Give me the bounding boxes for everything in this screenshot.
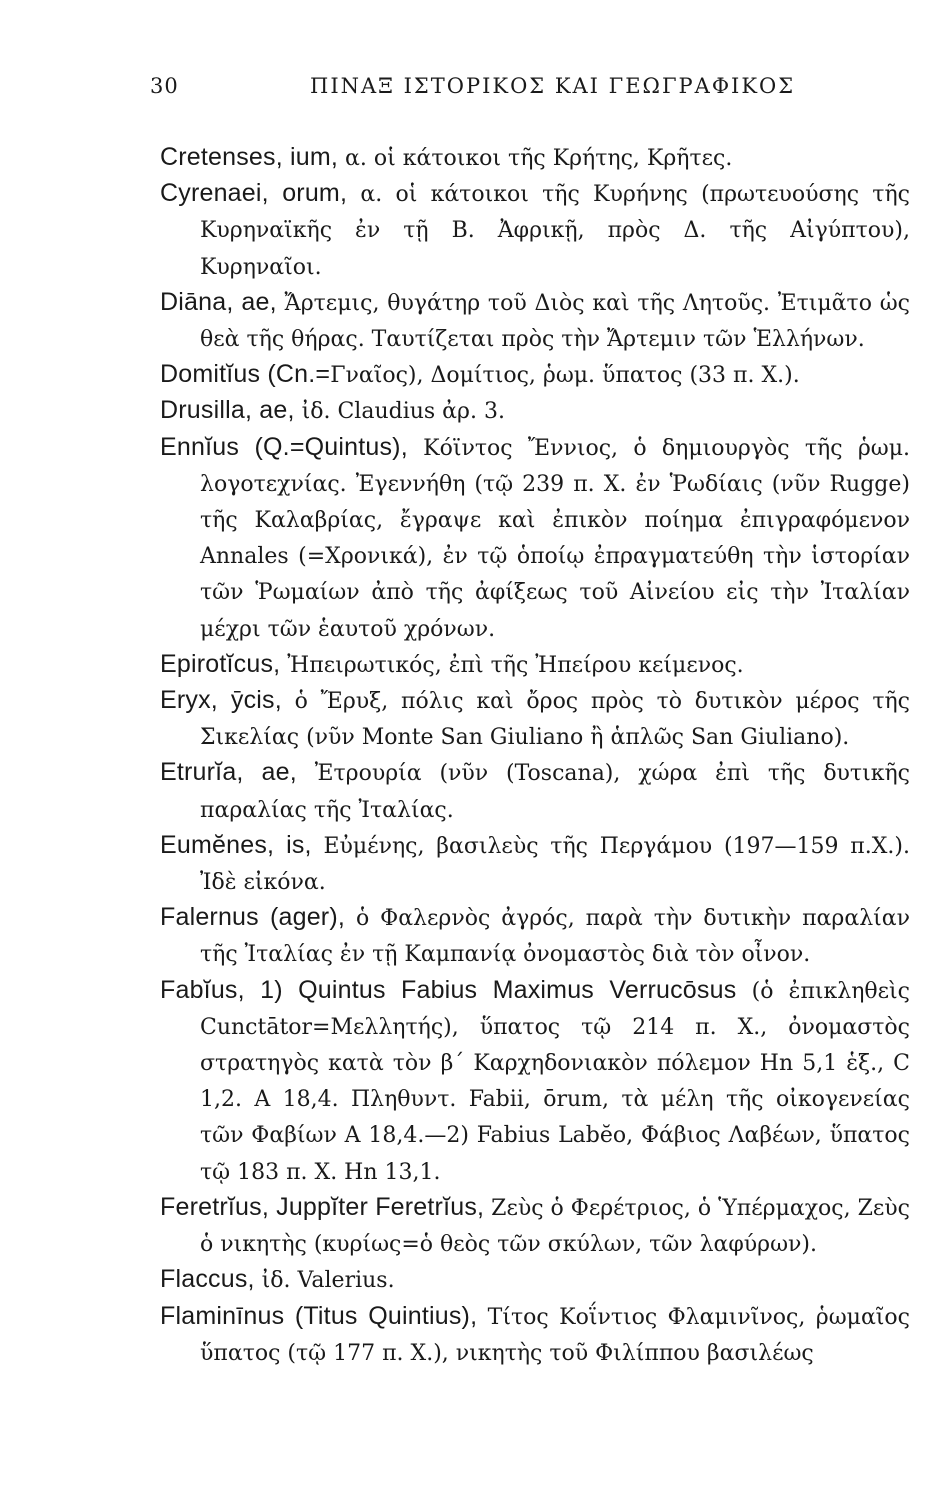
entry-lemma: Eumĕnes, is, [160, 830, 312, 859]
entry-lemma: Fabĭus, 1) Quintus Fabius Maximus Verrucōsus [160, 975, 737, 1004]
entry-lemma: Ennĭus (Q.=Quintus), [160, 432, 408, 461]
index-entry [160, 285, 910, 357]
entry-lemma: Diāna, ae, [160, 287, 277, 316]
entry-lemma: Cretenses, ium, [160, 143, 339, 171]
index-entry [160, 683, 910, 755]
index-entry [160, 430, 910, 647]
index-entry [160, 755, 910, 827]
index-entry [160, 828, 910, 900]
index-entry [160, 647, 910, 683]
entry-lemma: Etrurĭa, ae, [160, 758, 297, 787]
entry-text: α. οἱ κάτοικοι τῆς Κρήτης, Κρῆτες. [338, 146, 733, 171]
index-entry [160, 900, 910, 972]
index-entry [160, 973, 910, 1190]
entry-text: (ὁ ἐπικληθεὶς Cunctātor=Μελλητής), ὕπατος τῷ 214 π. Χ., ὀνομαστὸς στρατηγὸς κατὰ τὸν β´ Καρχηδονιακὸν πόλεμον Hn 5,1 ἑξ., C 1,2. A 18,4. Πληθυντ. Fabii, ōrum, τὰ μέλη τῆς οἰκογενείας τῶν Φαβίων A 18,4.—2) Fabius Labĕo, Φάβιος Λαβέων, ὕπατος τῷ 183 π. Χ. Hn 13,1. [200, 978, 910, 1185]
entry-text: ὁ Ἔρυξ, πόλις καὶ ὄρος πρὸς τὸ δυτικὸν μέρος τῆς Σικελίας (νῦν Monte San Giuliano ἢ ἁπλῶς San Giuliano). [200, 689, 910, 751]
entry-text: Ἄρτεμις, θυγάτηρ τοῦ Διὸς καὶ τῆς Λητοῦς. Ἐτιμᾶτο ὡς θεὰ τῆς θήρας. Ταυτίζεται πρὸς τὴν Ἄρτεμιν τῶν Ἑλλήνων. [200, 290, 910, 353]
entry-text: α. οἱ κάτοικοι τῆς Κυρήνης (πρωτευούσης τῆς Κυρηναϊκῆς ἐν τῇ Β. Ἀφρικῇ, πρὸς Δ. τῆς Αἰγύπτου), Κυρηναῖοι. [200, 182, 910, 280]
running-title: ΠΙΝΑΞ ΙΣΤΟΡΙΚΟΣ ΚΑΙ ΓΕΩΓΡΑΦΙΚΟΣ [310, 74, 796, 98]
entry-text: ἰδ. Valerius. [254, 1268, 395, 1294]
index-entry [160, 176, 910, 285]
entry-text: ἰδ. Claudius ἀρ. 3. [294, 399, 505, 425]
entry-lemma: Cyrenaei, orum, [160, 179, 348, 208]
entry-text: Γναῖος), Δομίτιος, ῥωμ. ὕπατος (33 π. Χ.). [330, 363, 800, 389]
entry-lemma: Eryx, ȳcis, [160, 686, 282, 715]
index-entry [160, 1262, 910, 1298]
entry-lemma: Flaminīnus (Titus Quintius), [160, 1301, 478, 1330]
index-entries [160, 140, 910, 1371]
entry-text: Τίτος Κοΐντιος Φλαμινῖνος, ῥωμαῖος ὕπατος (τῷ 177 π. Χ.), νικητὴς τοῦ Φιλίππου βασιλέως [200, 1304, 910, 1366]
entry-lemma: Feretrĭus, Juppĭter Feretrĭus, [160, 1192, 485, 1221]
index-entry [160, 140, 910, 176]
entry-text: ὁ Φαλερνὸς ἀγρός, παρὰ τὴν δυτικὴν παραλίαν τῆς Ἰταλίας ἐν τῇ Καμπανίᾳ ὀνομαστὸς διὰ τὸν οἶνον. [200, 906, 911, 968]
entry-lemma: Flaccus, [160, 1265, 255, 1294]
index-entry [160, 357, 910, 393]
entry-lemma: Epirotĭcus, [160, 649, 281, 678]
page-number: 30 [150, 74, 179, 98]
entry-text: Ἠπειρωτικός, ἐπὶ τῆς Ἠπείρου κείμενος. [280, 652, 744, 678]
entry-text: Κόϊντος Ἔννιος, ὁ δημιουργὸς τῆς ῥωμ. λογοτεχνίας. Ἐγεννήθη (τῷ 239 π. Χ. ἐν Ῥωδίαις (νῦν Rugge) τῆς Καλαβρίας, ἔγραψε καὶ ἐπικὸν ποίημα ἐπιγραφόμενον Annales (=Χρονικά), ἐν τῷ ὁποίῳ ἐπραγματεύθη τὴν ἱστορίαν τῶν Ῥωμαίων ἀπὸ τῆς ἀφίξεως τοῦ Αἰνείου εἰς τὴν Ἰταλίαν μέχρι τῶν ἑαυτοῦ χρόνων. [200, 435, 910, 642]
entry-lemma: Falernus (ager), [160, 903, 346, 932]
page-header [150, 74, 910, 104]
entry-text: Ἐτρουρία (νῦν (Toscana), χώρα ἐπὶ τῆς δυτικῆς παραλίας τῆς Ἰταλίας. [200, 761, 910, 823]
index-entry [160, 1190, 910, 1262]
entry-text: Εὐμένης, βασιλεὺς τῆς Περγάμου (197—159 π.Χ.). Ἰδὲ εἰκόνα. [200, 833, 910, 896]
index-entry [160, 393, 910, 429]
entry-lemma: Domitĭus (Cn.= [160, 360, 331, 389]
entry-text: Ζεὺς ὁ Φερέτριος, ὁ Ὑπέρμαχος, Ζεὺς ὁ νικητὴς (κυρίως=ὁ θεὸς τῶν σκύλων, τῶν λαφύρων). [200, 1195, 910, 1258]
entry-lemma: Drusilla, ae, [160, 396, 295, 425]
index-entry [160, 1299, 910, 1371]
